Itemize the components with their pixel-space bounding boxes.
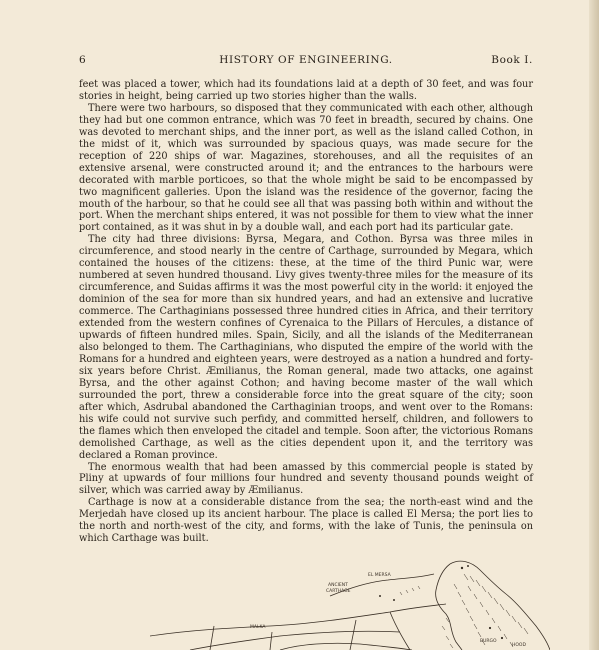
body-text <box>79 79 533 545</box>
map-label: ANCIENT <box>328 583 348 588</box>
map-label: CARTHAGE <box>326 589 351 594</box>
page-title: HISTORY OF ENGINEERING. <box>219 54 393 66</box>
page-number: 6 <box>79 54 87 66</box>
paragraph: The enormous wealth that had been amassed by this commercial people is stated by Pliny at upwards of four millions four hundred and seventy thousand pounds weight of silver, which was carried away by Æmilianus. <box>79 461 533 497</box>
paragraph: feet was placed a tower, which had its foundations laid at a depth of 30 feet, and was four stories in height, being carried up two stories higher than the walls. <box>79 79 533 102</box>
paragraph: There were two harbours, so disposed that they communicated with each other, although they had but one common entrance, which was 70 feet in breadth, secured by chains. One was devoted to merchant ships, and the inner port, as well as the island called Cothon, in the midst of it, which was surrounded by spacious quays, was made secure for the reception of 220 ships of war. Magazines, storehouses, and all the requisites of an extensive arsenal, were constructed around it; and the entrances to the harbours were decorated with marble porticoes, so that the whole might be said to be encompassed by two magnificent galleries. Upon the island was the residence of the governor, facing the mouth of the harbour, so that he could see all that was passing both within and without the port. When the merchant ships entered, it was not possible for them to view what the inner port contained, as it was shut in by a double wall, and each port had its particular gate. <box>79 102 533 234</box>
map-label: EL MERSA <box>368 573 391 578</box>
map-label: BURGO <box>480 639 497 644</box>
paragraph: The city had three divisions: Byrsa, Megara, and Cothon. Byrsa was three miles in circumference, and stood nearly in the centre of Carthage, surrounded by Megara, which contained the houses of the citizens: these, at the time of the third Punic war, were numbered at seven hundred thousand. Livy gives twenty-three miles for the measure of its circumference, and Suidas affirms it was the most powerful city in the world: it enjoyed the dominion of the sea for more than six hundred years, and had an extensive and lucrative commerce. The Carthaginians possessed three hundred cities in Africa, and their territory extended from the western confines of Cyrenaica to the Pillars of Hercules, a distance of upwards of fifteen hundred miles. Spain, Sicily, and all the islands of the Mediterranean also belonged to them. The Carthaginians, who disputed the empire of the world with the Romans for a hundred and eighteen years, were destroyed as a nation a hundred and forty-six years before Christ. Æmilianus, the Roman general, made two attacks, one against Byrsa, and the other against Cothon; and having become master of the wall which surrounded the port, threw a considerable force into the great square of the city; soon after which, Asdrubal abandoned the Carthaginian troops, and went over to the Romans: his wife could not survive such perfidy, and committed herself, children, and followers to the flames which then enveloped the citadel and temple. Soon after, the victorious Romans demolished Carthage, as well as the cities dependent upon it, and the territory was declared a Roman province. <box>79 234 533 461</box>
book-label: Book I. <box>491 54 533 66</box>
paragraph: Carthage is now at a considerable distance from the sea; the north-east wind and the Merjedah have closed up its ancient harbour. The place is called El Mersa; the port lies to the north and north-west of the city, and forms, with the lake of Tunis, the peninsula on which Carthage was built. <box>79 497 533 545</box>
map-label: MALKA <box>250 625 266 630</box>
carthage-map-engraving <box>150 556 550 650</box>
map-label: HOOD <box>512 643 526 648</box>
running-head <box>79 54 533 70</box>
page-edge <box>589 0 599 650</box>
